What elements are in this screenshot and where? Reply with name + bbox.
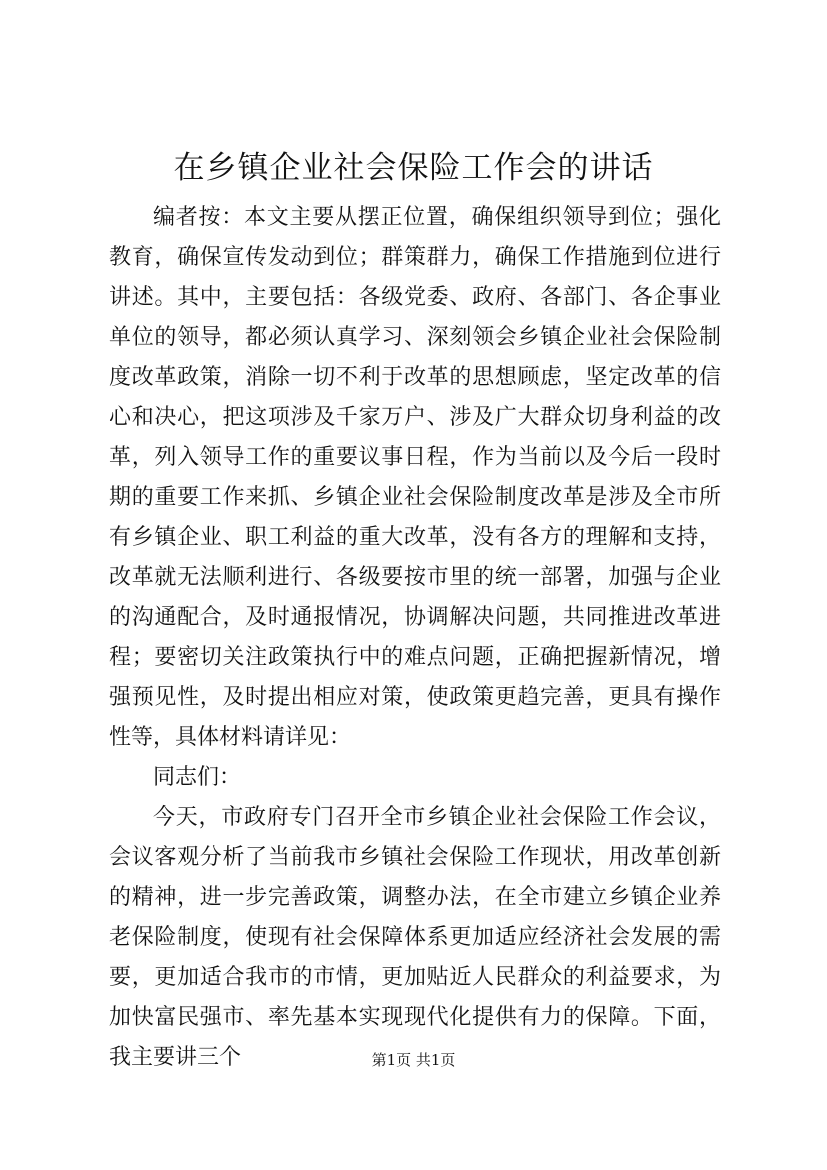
document-body bbox=[109, 198, 721, 1078]
paragraph-salutation: 同志们： bbox=[153, 765, 242, 790]
paragraph-speech-opening: 今天，市政府专门召开全市乡镇企业社会保险工作会议，会议客观分析了当前我市乡镇社会保险工作现状，用改革创新的精神，进一步完善政策，调整办法，在全市建立乡镇企业养老保险制度，使现有社会保障体系更加适应经济社会发展的需要，更加适合我市的市情，更加贴近人民群众的利益要求，为加快富民强市、率先基本实现现代化提供有力的保障。下面，我主要讲三个 bbox=[109, 805, 721, 1070]
page-number-footer: 第1页 共1页 bbox=[371, 1051, 456, 1069]
paragraph-editor-note: 编者按：本文主要从摆正位置，确保组织领导到位；强化教育，确保宣传发动到位；群策群力，确保工作措施到位进行讲述。其中，主要包括：各级党委、政府、各部门、各企事业单位的领导，都必须认真学习、深刻领会乡镇企业社会保险制度改革政策，消除一切不利于改革的思想顾虑，坚定改革的信心和决心，把这项涉及千家万户、涉及广大群众切身利益的改革，列入领导工作的重要议事日程，作为当前以及今后一段时期的重要工作来抓、乡镇企业社会保险制度改革是涉及全市所有乡镇企业、职工利益的重大改革，没有各方的理解和支持，改革就无法顺利进行、各级要按市里的统一部署，加强与企业的沟通配合，及时通报情况，协调解决问题，共同推进改革进程；要密切关注政策执行中的难点问题，正确把握新情况，增强预见性，及时提出相应对策，使政策更趋完善，更具有操作性等，具体材料请详见： bbox=[109, 205, 721, 750]
document-title: 在乡镇企业社会保险工作会的讲话 bbox=[173, 150, 654, 186]
